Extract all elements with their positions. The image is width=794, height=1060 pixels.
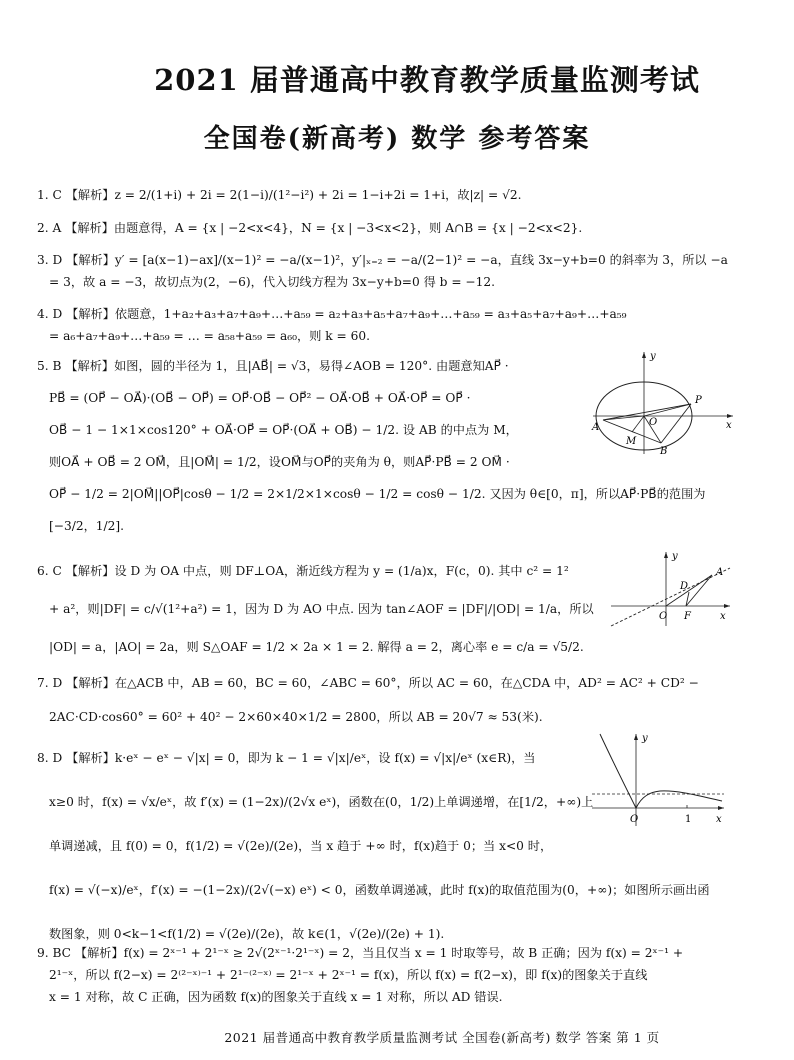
answer-line: OB⃗ − 1 − 1×1×cos120° + OA⃗·OP⃗ = OP⃗·(OA⃗ + OB⃗) − 1/2. 设 AB 的中点为 M， bbox=[49, 423, 518, 437]
answer-item-4 bbox=[37, 303, 757, 347]
answer-line: + a²，则|DF| = c/√(1²+a²) = 1，因为 D 为 AO 中点. 因为 tan∠AOF = |DF|/|OD| = 1/a，所以 bbox=[49, 602, 594, 616]
answer-line: |OD| = a，|AO| = 2a，则 S△OAF = 1/2 × 2a × 1 = 2. 解得 a = 2，离心率 e = c/a = √5/2. bbox=[49, 640, 584, 654]
answer-line: x≥0 时，f(x) = √x/eˣ，故 f′(x) = (1−2x)/(2√x eˣ)，函数在(0，1/2)上单调递增，在[1/2，+∞)上 bbox=[49, 795, 594, 809]
fig-label: F bbox=[684, 611, 691, 622]
answer-line: 2AC·CD·cos60° = 60² + 40² − 2×60×40×1/2 = 2800，所以 AB = 20√7 ≈ 53(米). bbox=[49, 710, 543, 724]
page-subtitle: 全国卷(新高考) 数学 参考答案 bbox=[203, 124, 591, 154]
figure-q5-circle bbox=[588, 348, 738, 458]
answer-line: 5. B 【解析】如图，圆的半径为 1，且|AB⃗| = √3，易得∠AOB = 120°. 由题意知AP⃗ · bbox=[37, 359, 509, 373]
answer-line: [−3/2，1/2]. bbox=[49, 519, 125, 533]
fig-label: O bbox=[649, 417, 658, 428]
answer-line: OP⃗ − 1/2 = 2|OM⃗||OP⃗|cosθ − 1/2 = 2×1/2×1×cosθ − 1/2 = cosθ − 1/2. 又因为 θ∈[0，π]，所以AP⃗·PB⃗的范围为 bbox=[49, 487, 706, 501]
answer-line: 7. D 【解析】在△ACB 中，AB = 60，BC = 60，∠ABC = 60°，所以 AC = 60，在△CDA 中，AD² = AC² + CD² − bbox=[37, 676, 699, 690]
fig-label: P bbox=[695, 395, 702, 406]
answer-line: 6. C 【解析】设 D 为 OA 中点，则 DF⊥OA，渐近线方程为 y = (1/a)x，F(c，0). 其中 c² = 1² bbox=[37, 564, 569, 578]
fig-label: O bbox=[659, 611, 668, 622]
answer-line: 2¹⁻ˣ，所以 f(2−x) = 2⁽²⁻ˣ⁾⁻¹ + 2¹⁻⁽²⁻ˣ⁾ = 2¹⁻ˣ + 2ˣ⁻¹ = f(x)，所以 f(x) = f(2−x)，即 f(x)的图象关于直线 bbox=[49, 968, 648, 982]
figure-q6-hyperbola bbox=[606, 548, 736, 628]
answer-line: PB⃗ = (OP⃗ − OA⃗)·(OB⃗ − OP⃗) = OP⃗·OB⃗ − OP⃗² − OA⃗·OB⃗ + OA⃗·OP⃗ = OP⃗ · bbox=[49, 391, 471, 405]
answer-line: 则OA⃗ + OB⃗ = 2 OM⃗，且|OM⃗| = 1/2，设OM⃗与OP⃗的夹角为 θ，则AP⃗·PB⃗ = 2 OM⃗ · bbox=[49, 455, 510, 469]
fig-label: B bbox=[660, 446, 668, 457]
fig-label: x bbox=[720, 611, 726, 622]
answer-item-2 bbox=[37, 217, 757, 239]
fig-label: y bbox=[642, 733, 648, 744]
fig-label: M bbox=[626, 436, 637, 447]
answer-item-7 bbox=[37, 666, 757, 734]
answer-item-9 bbox=[37, 942, 757, 1008]
answer-line: x = 1 对称，故 C 正确，因为函数 f(x)的图象关于直线 x = 1 对称，所以 AD 错误. bbox=[49, 990, 503, 1004]
fig-label: y bbox=[650, 351, 656, 362]
fig-label: A bbox=[716, 567, 724, 578]
fig-label: x bbox=[726, 420, 732, 431]
answer-line: = 3，故 a = −3，故切点为(2，−6)，代入切线方程为 3x−y+b=0 得 b = −12. bbox=[49, 275, 496, 289]
fig-label: D bbox=[680, 581, 689, 592]
figure-q8-function-graph bbox=[590, 730, 730, 830]
answer-line: 数图象，则 0<k−1<f(1/2) = √(2e)/(2e)，故 k∈(1，√(2e)/(2e) + 1). bbox=[49, 927, 445, 941]
fig-label: y bbox=[672, 551, 678, 562]
answer-line: 2. A 【解析】由题意得，A = {x | −2<x<4}，N = {x | −3<x<2}，则 A∩B = {x | −2<x<2}. bbox=[37, 221, 583, 235]
page-footer: 2021 届普通高中教育教学质量监测考试 全国卷(新高考) 数学 答案 第 1 页 bbox=[224, 1030, 660, 1045]
fig-label: 1 bbox=[685, 814, 692, 825]
answer-item-1 bbox=[37, 184, 757, 206]
answer-line: 1. C 【解析】z = 2/(1+i) + 2i = 2(1−i)/(1²−i²) + 2i = 1−i+2i = 1+i，故|z| = √2. bbox=[37, 188, 522, 202]
answer-line: 单调递减，且 f(0) = 0，f(1/2) = √(2e)/(2e)，当 x 趋于 +∞ 时，f(x)趋于 0；当 x<0 时， bbox=[49, 839, 553, 853]
fig-label: x bbox=[716, 814, 722, 825]
answer-line: 9. BC 【解析】f(x) = 2ˣ⁻¹ + 2¹⁻ˣ ≥ 2√(2ˣ⁻¹·2¹⁻ˣ) = 2，当且仅当 x = 1 时取等号，故 B 正确；因为 f(x) = 2ˣ⁻¹ + bbox=[37, 946, 684, 960]
answer-line: = a₆+a₇+a₉+…+a₅₉ = … = a₅₈+a₅₉ = a₆₀，则 k = 60. bbox=[49, 329, 370, 343]
fig-label: A bbox=[592, 422, 600, 433]
answer-line: 4. D 【解析】依题意，1+a₂+a₃+a₇+a₉+…+a₅₉ = a₂+a₃+a₅+a₇+a₉+…+a₅₉ = a₃+a₅+a₇+a₉+…+a₅₉ bbox=[37, 307, 627, 321]
answer-line: f(x) = √(−x)/eˣ，f′(x) = −(1−2x)/(2√(−x) eˣ) < 0，函数单调递减，此时 f(x)的取值范围为(0，+∞)；如图所示画出函 bbox=[49, 883, 710, 897]
answer-line: 3. D 【解析】y′ = [a(x−1)−ax]/(x−1)² = −a/(x−1)²，y′|ₓ₌₂ = −a/(2−1)² = −a，直线 3x−y+b=0 的斜率为 3，所以 −a bbox=[37, 253, 728, 267]
answer-line: 8. D 【解析】k·eˣ − eˣ − √|x| = 0，即为 k − 1 = √|x|/eˣ，设 f(x) = √|x|/eˣ (x∈R)，当 bbox=[37, 751, 536, 765]
page-title: 2021 届普通高中教育教学质量监测考试 bbox=[154, 63, 700, 97]
fig-label: O bbox=[630, 814, 639, 825]
answer-item-3 bbox=[37, 249, 757, 293]
